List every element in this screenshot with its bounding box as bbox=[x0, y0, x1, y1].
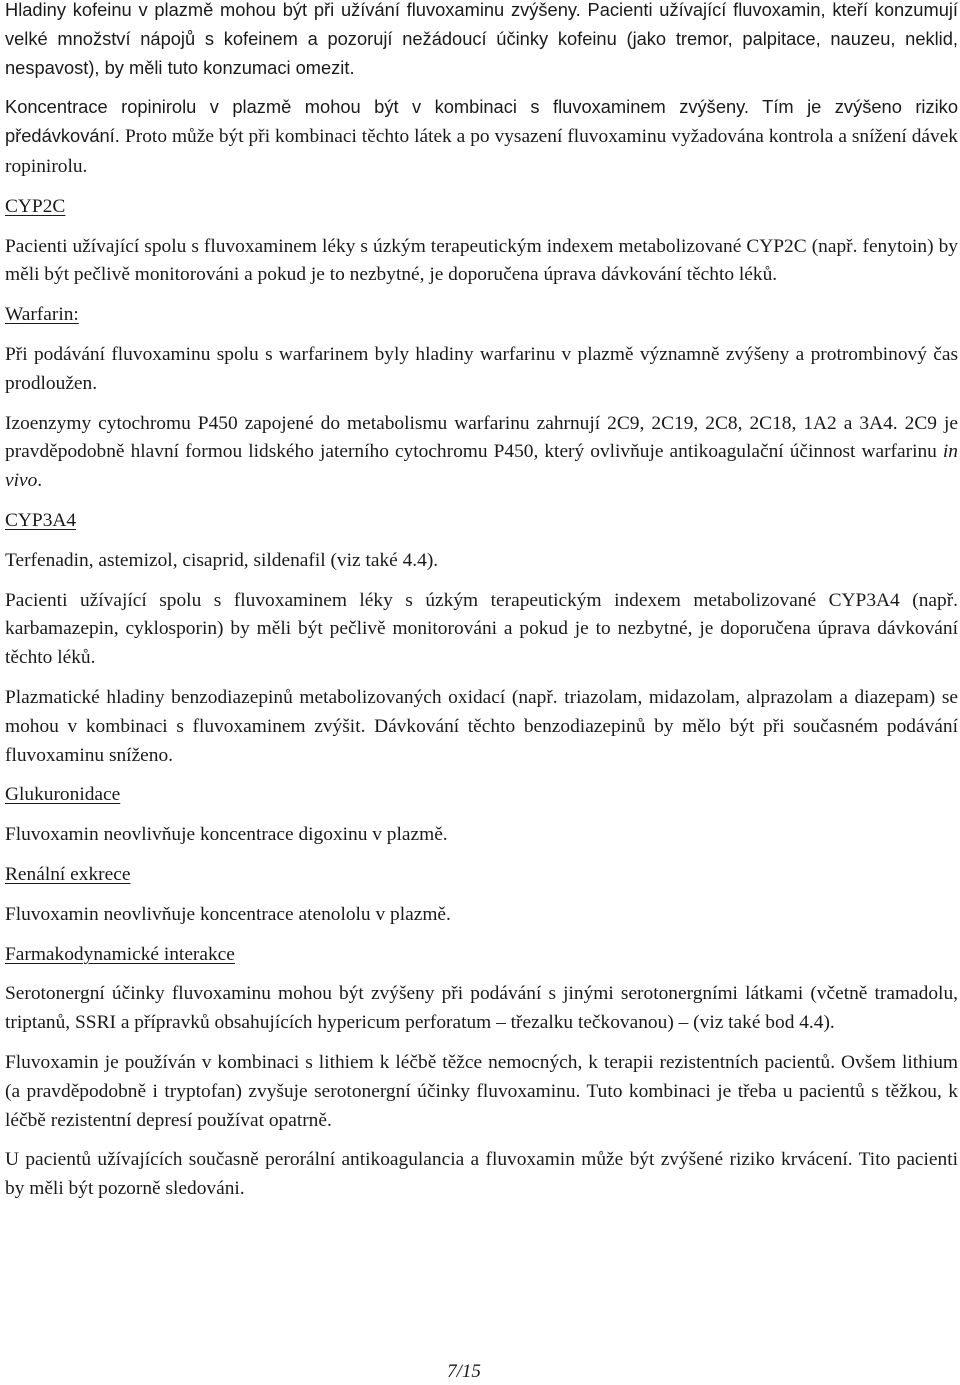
document-page bbox=[5, 0, 958, 1204]
heading-cyp3a4: CYP3A4 bbox=[5, 509, 77, 531]
paragraph-warfarin: Při podávání fluvoxaminu spolu s warfarinem byly hladiny warfarinu v plazmě významně zvýšeny a protrombinový čas prodloužen. bbox=[5, 343, 958, 394]
paragraph-isoenzymes bbox=[5, 410, 958, 496]
ropinirole-text-sans: Koncentrace ropinirolu v plazmě mohou být v kombinaci s fluvoxaminem zvýšeny. Tím je zvýšeno riziko předávkování. bbox=[5, 96, 958, 147]
paragraph-atenolol: Fluvoxamin neovlivňuje koncentrace atenololu v plazmě. bbox=[5, 903, 451, 925]
heading-pharmacodynamic: Farmakodynamické interakce bbox=[5, 943, 235, 965]
heading-glucuronidation: Glukuronidace bbox=[5, 784, 121, 806]
heading-cyp2c: CYP2C bbox=[5, 195, 66, 217]
ropinirole-text-serif: Proto může být při kombinaci těchto látek a po vysazení fluvoxaminu vyžadována kontrola a snížení dávek ropinirolu. bbox=[5, 126, 959, 177]
paragraph-lithium: Fluvoxamin je používán v kombinaci s lithiem k léčbě těžce nemocných, k terapii rezistentních pacientů. Ovšem lithium (a pravděpodobně i tryptofan) zvyšuje serotonergní účinky fluvoxaminu. Tuto kombinaci je třeba u pacientů s těžkou, k léčbě rezistentní depresí používat opatrně. bbox=[5, 1051, 958, 1131]
in-vivo-text: in vivo bbox=[5, 441, 958, 492]
paragraph-serotonergic: Serotonergní účinky fluvoxaminu mohou být zvýšeny při podávání s jinými serotonergními látkami (včetně tramadolu, triptanů, SSRI a přípravků obsahujících hypericum perforatum – třezalku tečkovanou) – (viz také bod 4.4). bbox=[5, 983, 958, 1034]
paragraph-caffeine: Hladiny kofeinu v plazmě mohou být při užívání fluvoxaminu zvýšeny. Pacienti užívající fluvoxamin, kteří konzumují velké množství nápojů s kofeinem a pozorují nežádoucí účinky kofeinu (jako tremor, palpitace, nauzeu, neklid, nespavost), by měli tuto konzumaci omezit. bbox=[5, 0, 958, 78]
page-number: 7/15 bbox=[447, 1361, 481, 1382]
paragraph-cyp3a4: Pacienti užívající spolu s fluvoxaminem léky s úzkým terapeutickým indexem metabolizované CYP3A4 (např. karbamazepin, cyklosporin) by měli být pečlivě monitorováni a pokud je to nezbytné, je doporučena úprava dávkování těchto léků. bbox=[5, 589, 958, 669]
paragraph-terfenadine: Terfenadin, astemizol, cisaprid, sildenafil (viz také 4.4). bbox=[5, 549, 439, 571]
heading-warfarin: Warfarin: bbox=[5, 304, 79, 326]
paragraph-ropinirole bbox=[5, 93, 958, 181]
heading-renal-excretion: Renální exkrece bbox=[5, 863, 131, 885]
isoenzymes-period: . bbox=[37, 470, 43, 492]
paragraph-cyp2c: Pacienti užívající spolu s fluvoxaminem léky s úzkým terapeutickým indexem metabolizované CYP2C (např. fenytoin) by měli být pečlivě monitorováni a pokud je to nezbytné, je doporučena úprava dávkování těchto léků. bbox=[5, 235, 958, 286]
paragraph-digoxin: Fluvoxamin neovlivňuje koncentrace digoxinu v plazmě. bbox=[5, 824, 448, 846]
paragraph-anticoagulants: U pacientů užívajících současně perorální antikoagulancia a fluvoxamin může být zvýšené riziko krvácení. Tito pacienti by měli být pozorně sledováni. bbox=[5, 1149, 958, 1200]
paragraph-benzodiazepines: Plazmatické hladiny benzodiazepinů metabolizovaných oxidací (např. triazolam, midazolam, alprazolam a diazepam) se mohou v kombinaci s fluvoxaminem zvýšit. Dávkování těchto benzodiazepinů by mělo být při současném podávání fluvoxaminu sníženo. bbox=[5, 686, 958, 766]
isoenzymes-text: Izoenzymy cytochromu P450 zapojené do metabolismu warfarinu zahrnují 2C9, 2C19, 2C8, 2C18, 1A2 a 3A4. 2C9 je pravděpodobně hlavní formou lidského jaterního cytochromu P450, který ovlivňuje antikoagulační účinnost warfarinu bbox=[5, 412, 958, 463]
